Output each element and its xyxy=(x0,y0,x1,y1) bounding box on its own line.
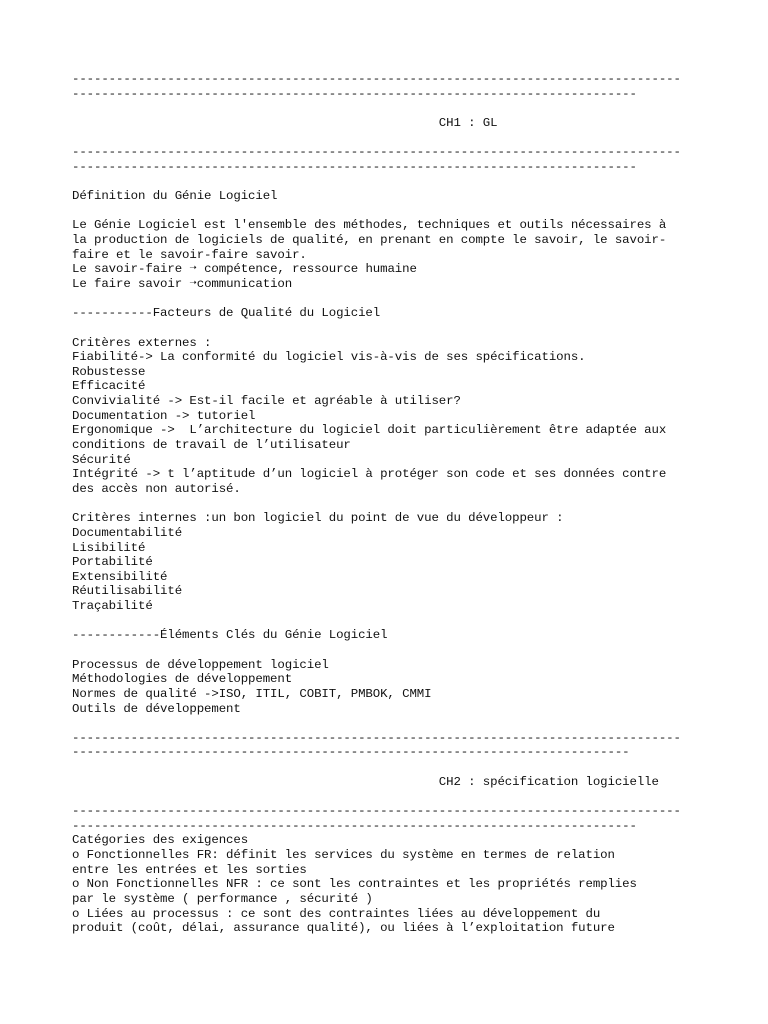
text-line xyxy=(72,292,768,307)
text-line: Extensibilité xyxy=(72,569,168,584)
text-line: Le savoir-faire ➝ compétence, ressource humaine xyxy=(72,262,417,277)
text-line: ----------------------------------------------------------------------------- xyxy=(72,86,637,101)
text-line: produit (coût, délai, assurance qualité), ou liées à l’exploitation future xyxy=(72,921,615,936)
text-line: conditions de travail de l’utilisateur xyxy=(72,438,351,453)
text-line: Le faire savoir ➝communication xyxy=(72,276,293,291)
text-line: Lisibilité xyxy=(72,540,146,555)
text-line xyxy=(72,101,768,116)
text-line xyxy=(72,789,768,804)
text-line: Définition du Génie Logiciel xyxy=(72,189,278,204)
text-line: Traçabilité xyxy=(72,599,153,614)
text-line: ---------------------------------------------------------------------------- xyxy=(72,745,630,760)
text-line: CH1 : GL xyxy=(72,115,498,130)
text-line: Critères internes :un bon logiciel du point de vue du développeur : xyxy=(72,511,564,526)
text-line: Convivialité -> Est-il facile et agréable à utiliser? xyxy=(72,394,461,409)
text-line: entre les entrées et les sorties xyxy=(72,862,307,877)
text-line: ----------------------------------------------------------------------------------- xyxy=(72,72,681,86)
text-line: Outils de développement xyxy=(72,701,241,716)
text-line: faire et le savoir-faire savoir. xyxy=(72,247,307,262)
text-line: Fiabilité-> La conformité du logiciel vis-à-vis de ses spécifications. xyxy=(72,350,586,365)
text-line: o Fonctionnelles FR: définit les services du système en termes de relation xyxy=(72,847,615,862)
text-line xyxy=(72,716,768,731)
text-line: Efficacité xyxy=(72,379,146,394)
text-line: Portabilité xyxy=(72,555,153,570)
text-line: CH2 : spécification logicielle xyxy=(72,774,659,789)
text-line: Critères externes : xyxy=(72,335,212,350)
text-line: o Liées au processus : ce sont des contraintes liées au développement du xyxy=(72,906,601,921)
text-line xyxy=(72,760,768,775)
text-line: o Non Fonctionnelles NFR : ce sont les contraintes et les propriétés remplies xyxy=(72,877,637,892)
text-line: ------------Éléments Clés du Génie Logiciel xyxy=(72,628,388,643)
text-line: Le Génie Logiciel est l'ensemble des méthodes, techniques et outils nécessaires à xyxy=(72,218,667,233)
text-line xyxy=(72,204,768,219)
text-line: ----------------------------------------------------------------------------- xyxy=(72,159,637,174)
text-line: par le système ( performance , sécurité ) xyxy=(72,891,373,906)
text-line: Robustesse xyxy=(72,364,146,379)
text-line xyxy=(72,643,768,658)
text-line: Documentation -> tutoriel xyxy=(72,408,256,423)
text-line: Méthodologies de développement xyxy=(72,672,293,687)
text-line: ----------------------------------------------------------------------------------- xyxy=(72,804,681,819)
text-line xyxy=(72,614,768,629)
text-line: -----------Facteurs de Qualité du Logiciel xyxy=(72,306,381,321)
text-line: Réutilisabilité xyxy=(72,584,183,599)
text-line: Normes de qualité ->ISO, ITIL, COBIT, PMBOK, CMMI xyxy=(72,686,432,701)
text-line xyxy=(72,497,768,512)
text-line: ----------------------------------------------------------------------------------- xyxy=(72,730,681,745)
text-line: Processus de développement logiciel xyxy=(72,657,329,672)
text-line: des accès non autorisé. xyxy=(72,481,241,496)
text-line xyxy=(72,131,768,146)
text-line: Catégories des exigences xyxy=(72,833,249,848)
text-line: Intégrité -> t l’aptitude d’un logiciel à protéger son code et ses données contre xyxy=(72,467,667,482)
text-line xyxy=(72,321,768,336)
text-line: Sécurité xyxy=(72,452,131,467)
text-line xyxy=(72,174,768,189)
text-line: la production de logiciels de qualité, en prenant en compte le savoir, le savoir- xyxy=(72,233,667,248)
text-line: Ergonomique -> L’architecture du logiciel doit particulièrement être adaptée aux xyxy=(72,423,667,438)
text-line: ----------------------------------------------------------------------------- xyxy=(72,818,637,833)
text-line: ----------------------------------------------------------------------------------- xyxy=(72,145,681,160)
text-line: Documentabilité xyxy=(72,525,183,540)
